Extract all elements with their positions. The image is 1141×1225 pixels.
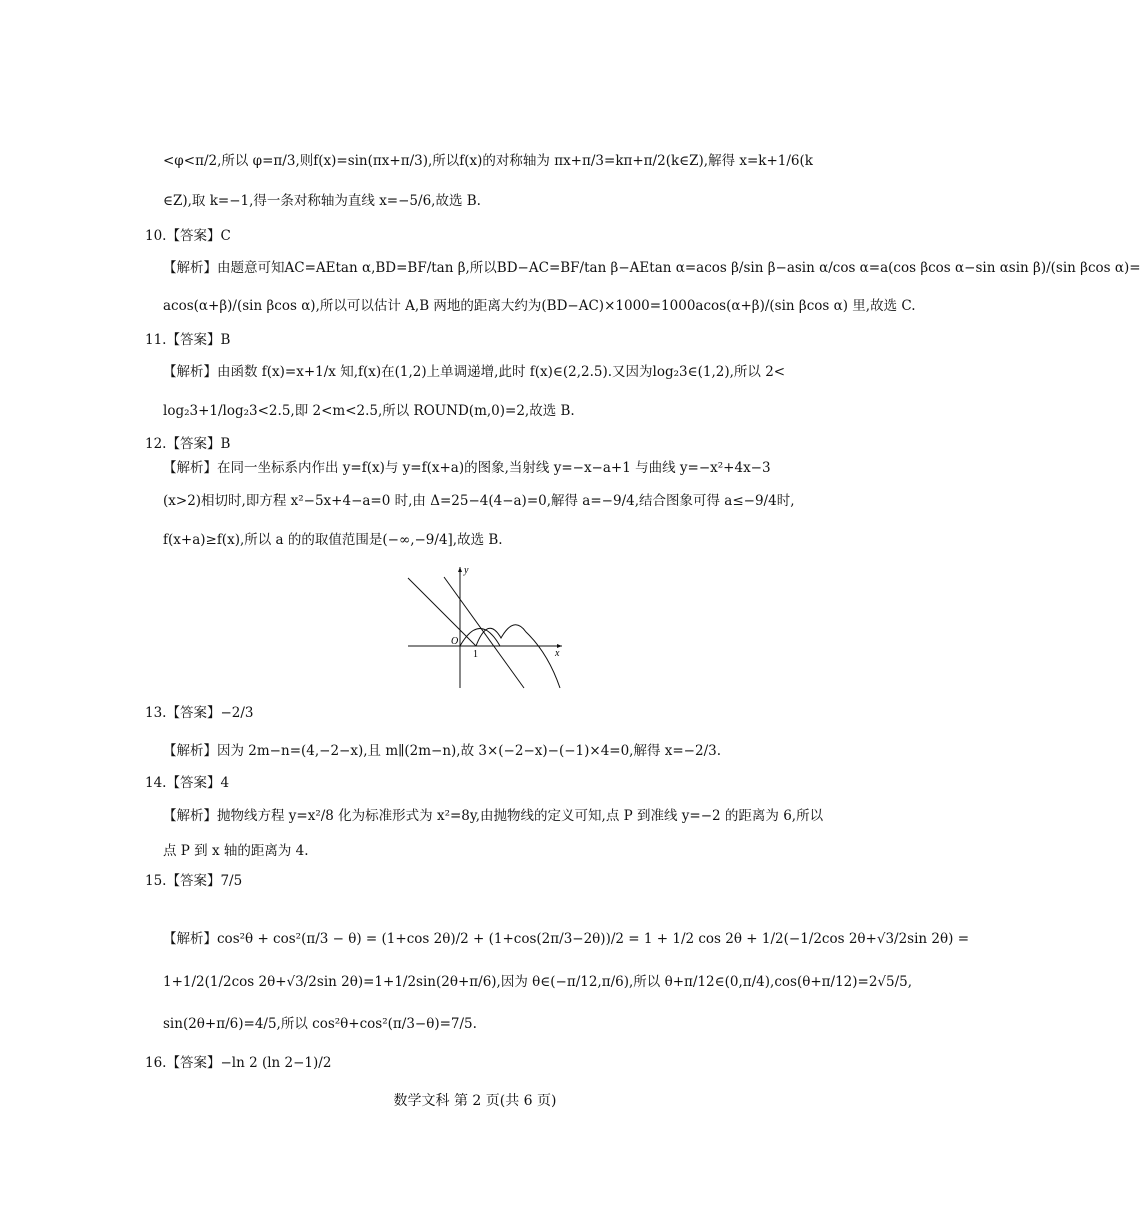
question-16-answer: 16.【答案】−ln 2 (ln 2−1)/2 — [145, 1055, 332, 1071]
text-line: 【解析】由函数 f(x)=x+1/x 知,f(x)在(1,2)上单调递增,此时 f(x)∈(2,2.5).又因为log₂3∈(1,2),所以 2< — [163, 364, 786, 380]
text-line: 【解析】cos²θ + cos²(π/3 − θ) = (1+cos 2θ)/2 + (1+cos(2π/3−2θ))/2 = 1 + 1/2 cos 2θ + 1/2(−1/2cos 2θ+√3/2sin 2θ) = — [163, 931, 970, 947]
function-graph-figure — [400, 563, 570, 693]
text-line: acos(α+β)/(sin βcos α),所以可以估计 A,B 两地的距离大约为(BD−AC)×1000=1000acos(α+β)/(sin βcos α) 里,故选 C. — [163, 298, 916, 314]
x-axis-label: x — [555, 648, 560, 659]
text-line: 【解析】由题意可知AC=AEtan α,BD=BF/tan β,所以BD−AC=BF/tan β−AEtan α=acos β/sin β−asin α/cos α=a(cos βcos α−sin αsin β)/(sin βcos α)= — [163, 260, 1141, 276]
origin-label: O — [451, 636, 459, 647]
text-line: ∈Z),取 k=−1,得一条对称轴为直线 x=−5/6,故选 B. — [163, 193, 481, 209]
question-11-answer: 11.【答案】B — [145, 332, 231, 348]
question-12-answer: 12.【答案】B — [145, 436, 231, 452]
question-10-answer: 10.【答案】C — [145, 228, 231, 244]
page-footer: 数学文科 第 2 页(共 6 页) — [393, 1093, 557, 1109]
tick-label: 1 — [473, 649, 478, 660]
text-line: <φ<π/2,所以 φ=π/3,则f(x)=sin(πx+π/3),所以f(x)的对称轴为 πx+π/3=kπ+π/2(k∈Z),解得 x=k+1/6(k — [163, 153, 813, 169]
text-line: 【解析】因为 2m−n=(4,−2−x),且 m∥(2m−n),故 3×(−2−x)−(−1)×4=0,解得 x=−2/3. — [163, 743, 722, 759]
text-line: log₂3+1/log₂3<2.5,即 2<m<2.5,所以 ROUND(m,0)=2,故选 B. — [163, 403, 575, 419]
question-13-answer: 13.【答案】−2/3 — [145, 705, 254, 721]
text-line: 1+1/2(1/2cos 2θ+√3/2sin 2θ)=1+1/2sin(2θ+π/6),因为 θ∈(−π/12,π/6),所以 θ+π/12∈(0,π/4),cos(θ+π/12)=2√5/5, — [163, 974, 913, 990]
text-line: 【解析】抛物线方程 y=x²/8 化为标准形式为 x²=8y,由抛物线的定义可知,点 P 到准线 y=−2 的距离为 6,所以 — [163, 808, 824, 824]
text-line: (x>2)相切时,即方程 x²−5x+4−a=0 时,由 Δ=25−4(4−a)=0,解得 a=−9/4,结合图象可得 a≤−9/4时, — [163, 493, 795, 509]
text-line: f(x+a)≥f(x),所以 a 的的取值范围是(−∞,−9/4],故选 B. — [163, 532, 503, 548]
y-axis-label: y — [464, 565, 469, 576]
text-line: 点 P 到 x 轴的距离为 4. — [163, 843, 309, 859]
text-line: 【解析】在同一坐标系内作出 y=f(x)与 y=f(x+a)的图象,当射线 y=−x−a+1 与曲线 y=−x²+4x−3 — [163, 460, 771, 476]
question-15-answer: 15.【答案】7/5 — [145, 873, 243, 889]
text-line: sin(2θ+π/6)=4/5,所以 cos²θ+cos²(π/3−θ)=7/5. — [163, 1016, 477, 1032]
question-14-answer: 14.【答案】4 — [145, 775, 230, 791]
